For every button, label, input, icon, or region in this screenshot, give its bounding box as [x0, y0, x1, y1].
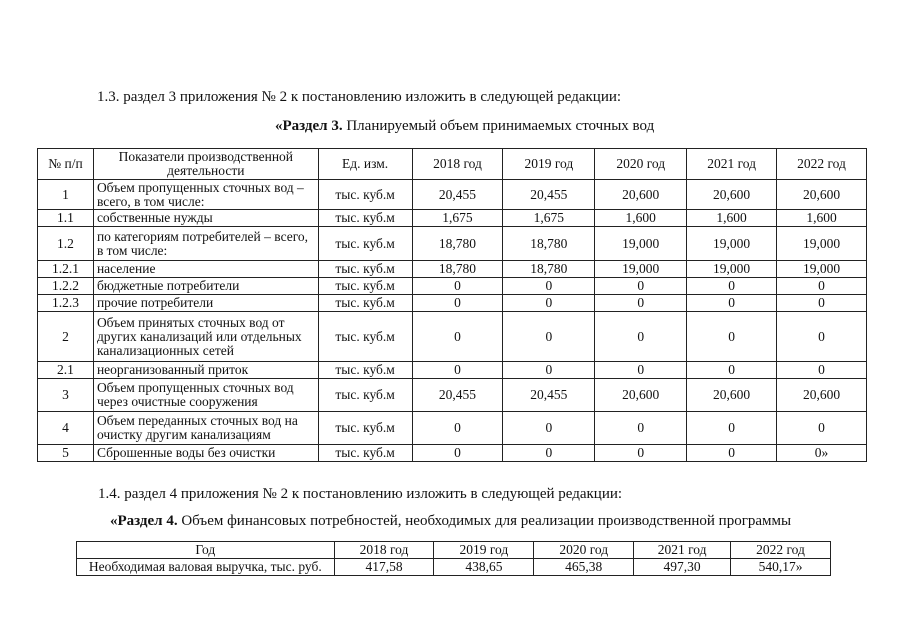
value-cell: 0: [777, 362, 867, 379]
table-row: [38, 295, 867, 312]
value-cell: 0: [595, 445, 687, 462]
table-header-row: [38, 149, 867, 180]
unit-cell: тыс. куб.м: [318, 278, 412, 295]
value-cell: 0: [412, 312, 503, 362]
value-cell: 0: [412, 295, 503, 312]
value-cell: 20,455: [503, 379, 595, 412]
column-header: Показатели производственной деятельности: [93, 149, 318, 180]
value-cell: 0: [687, 295, 777, 312]
table-row: [77, 559, 831, 576]
unit-cell: тыс. куб.м: [318, 295, 412, 312]
section-4-heading-text: Объем финансовых потребностей, необходимых для реализации производственной программы: [177, 513, 792, 529]
value-cell: 0: [687, 362, 777, 379]
unit-cell: тыс. куб.м: [318, 180, 412, 210]
table-row: [38, 210, 867, 227]
row-number-cell: 1.2.2: [38, 278, 94, 295]
table-row: [38, 379, 867, 412]
column-header: 2022 год: [777, 149, 867, 180]
section-3-heading: [275, 118, 654, 135]
value-cell: 18,780: [503, 227, 595, 261]
table-row: [38, 412, 867, 445]
value-cell: 18,780: [412, 261, 503, 278]
column-header: 2019 год: [503, 149, 595, 180]
indicator-cell: Объем принятых сточных вод от других канализаций или отдельных канализационных сетей: [93, 312, 318, 362]
value-cell: 19,000: [777, 227, 867, 261]
value-cell: 0: [687, 312, 777, 362]
indicator-cell: Объем пропущенных сточных вод – всего, в том числе:: [93, 180, 318, 210]
column-header: 2020 год: [534, 542, 634, 559]
section-4-heading: [110, 513, 791, 530]
value-cell: 0: [687, 445, 777, 462]
column-header: № п/п: [38, 149, 94, 180]
row-number-cell: 3: [38, 379, 94, 412]
value-cell: 417,58: [334, 559, 434, 576]
unit-cell: тыс. куб.м: [318, 210, 412, 227]
unit-cell: тыс. куб.м: [318, 312, 412, 362]
value-cell: 0: [412, 278, 503, 295]
value-cell: 18,780: [412, 227, 503, 261]
value-cell: 0: [595, 412, 687, 445]
row-number-cell: 1: [38, 180, 94, 210]
table-row: [38, 278, 867, 295]
table-row: [38, 312, 867, 362]
indicator-cell: неорганизованный приток: [93, 362, 318, 379]
indicator-cell: собственные нужды: [93, 210, 318, 227]
indicator-cell: Объем переданных сточных вод на очистку другим канализациям: [93, 412, 318, 445]
column-header: 2019 год: [434, 542, 534, 559]
value-cell: 18,780: [503, 261, 595, 278]
value-cell: 1,600: [777, 210, 867, 227]
value-cell: 19,000: [687, 227, 777, 261]
row-number-cell: 1.2: [38, 227, 94, 261]
value-cell: 19,000: [595, 227, 687, 261]
value-cell: 20,600: [777, 180, 867, 210]
column-header: Ед. изм.: [318, 149, 412, 180]
value-cell: 19,000: [687, 261, 777, 278]
row-number-cell: 5: [38, 445, 94, 462]
value-cell: 1,600: [687, 210, 777, 227]
column-header: 2021 год: [634, 542, 731, 559]
row-number-cell: 1.2.1: [38, 261, 94, 278]
column-header: 2021 год: [687, 149, 777, 180]
value-cell: 19,000: [595, 261, 687, 278]
column-header: 2020 год: [595, 149, 687, 180]
value-cell: 19,000: [777, 261, 867, 278]
value-cell: 0: [687, 278, 777, 295]
table-row: [38, 227, 867, 261]
value-cell: 438,65: [434, 559, 534, 576]
table-row: [38, 362, 867, 379]
value-cell: 0: [777, 295, 867, 312]
value-cell: 20,455: [412, 180, 503, 210]
value-cell: 0: [503, 312, 595, 362]
value-cell: 20,455: [412, 379, 503, 412]
unit-cell: тыс. куб.м: [318, 445, 412, 462]
value-cell: 0: [503, 412, 595, 445]
value-cell: 0: [503, 445, 595, 462]
indicator-cell: Необходимая валовая выручка, тыс. руб.: [77, 559, 335, 576]
value-cell: 20,600: [687, 180, 777, 210]
value-cell: 1,600: [595, 210, 687, 227]
value-cell: 0: [412, 445, 503, 462]
value-cell: 0: [503, 278, 595, 295]
column-header: Год: [77, 542, 335, 559]
value-cell: 465,38: [534, 559, 634, 576]
value-cell: 0: [595, 278, 687, 295]
section-3-heading-bold: «Раздел 3.: [275, 118, 343, 134]
value-cell: 1,675: [412, 210, 503, 227]
paragraph-1-3: 1.3. раздел 3 приложения № 2 к постановлению изложить в следующей редакции:: [97, 89, 622, 105]
row-number-cell: 1.2.3: [38, 295, 94, 312]
value-cell: 0: [595, 295, 687, 312]
value-cell: 20,600: [595, 180, 687, 210]
section-4-heading-bold: «Раздел 4.: [110, 513, 178, 529]
paragraph-1-4: 1.4. раздел 4 приложения № 2 к постановлению изложить в следующей редакции:: [98, 486, 623, 502]
value-cell: 1,675: [503, 210, 595, 227]
indicator-cell: прочие потребители: [93, 295, 318, 312]
value-cell: 0: [412, 362, 503, 379]
indicator-cell: Сброшенные воды без очистки: [93, 445, 318, 462]
value-cell: 0: [777, 312, 867, 362]
table-row: [38, 261, 867, 278]
value-cell: 0: [503, 362, 595, 379]
indicator-cell: бюджетные потребители: [93, 278, 318, 295]
financial-needs-table: [76, 541, 831, 576]
row-number-cell: 1.1: [38, 210, 94, 227]
value-cell: 0: [595, 362, 687, 379]
value-cell: 497,30: [634, 559, 731, 576]
indicator-cell: Объем пропущенных сточных вод через очистные сооружения: [93, 379, 318, 412]
unit-cell: тыс. куб.м: [318, 362, 412, 379]
table-header-row: [77, 542, 831, 559]
unit-cell: тыс. куб.м: [318, 412, 412, 445]
value-cell: 20,600: [777, 379, 867, 412]
value-cell: 0»: [777, 445, 867, 462]
value-cell: 0: [687, 412, 777, 445]
row-number-cell: 2: [38, 312, 94, 362]
table-row: [38, 445, 867, 462]
column-header: 2022 год: [731, 542, 831, 559]
value-cell: 20,600: [595, 379, 687, 412]
column-header: 2018 год: [334, 542, 434, 559]
value-cell: 0: [503, 295, 595, 312]
row-number-cell: 4: [38, 412, 94, 445]
value-cell: 540,17»: [731, 559, 831, 576]
section-3-heading-text: Планируемый объем принимаемых сточных вод: [342, 118, 655, 134]
value-cell: 0: [412, 412, 503, 445]
wastewater-volume-table: [37, 148, 867, 462]
unit-cell: тыс. куб.м: [318, 261, 412, 278]
value-cell: 0: [777, 278, 867, 295]
unit-cell: тыс. куб.м: [318, 227, 412, 261]
column-header: 2018 год: [412, 149, 503, 180]
table-row: [38, 180, 867, 210]
unit-cell: тыс. куб.м: [318, 379, 412, 412]
value-cell: 0: [777, 412, 867, 445]
value-cell: 20,455: [503, 180, 595, 210]
value-cell: 20,600: [687, 379, 777, 412]
value-cell: 0: [595, 312, 687, 362]
row-number-cell: 2.1: [38, 362, 94, 379]
indicator-cell: население: [93, 261, 318, 278]
indicator-cell: по категориям потребителей – всего, в том числе:: [93, 227, 318, 261]
